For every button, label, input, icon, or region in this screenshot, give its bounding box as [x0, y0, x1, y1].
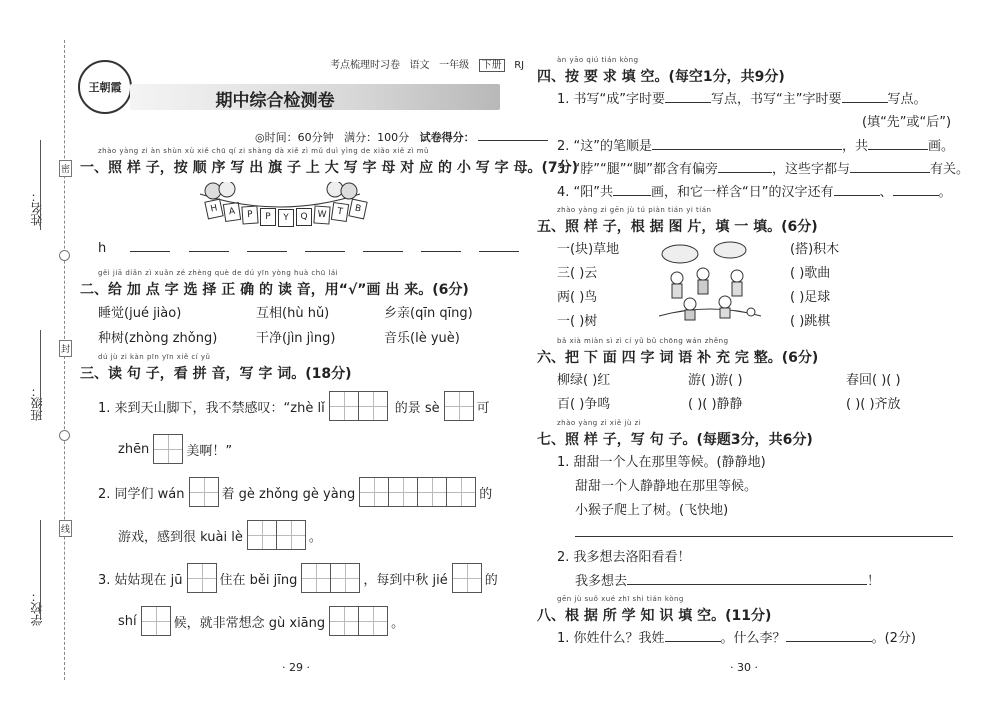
flag-letter: B	[348, 199, 367, 220]
q3-sentence-1-cont	[118, 434, 232, 464]
score-label: 试卷得分：	[419, 131, 475, 144]
q2-item[interactable]	[256, 327, 335, 346]
char-box[interactable]	[247, 520, 277, 550]
q2-word: 种树	[98, 331, 125, 346]
q1-example: h	[98, 241, 107, 256]
q3-text: 2. 同学们 wán	[98, 486, 185, 502]
q4-text: 写点。	[887, 92, 927, 107]
char-box-group[interactable]	[153, 434, 182, 464]
q7-text: ！	[867, 574, 881, 589]
q2-options[interactable]: (jué jiào)	[124, 306, 182, 321]
flag-letter: P	[241, 205, 258, 224]
q4-text: 。	[938, 185, 952, 200]
q1-blank[interactable]	[305, 239, 345, 252]
char-box[interactable]	[187, 563, 217, 593]
q1-pinyin: zhào yàng zi àn shùn xù xiě chū qí zi shàng dà xiě zì mǔ duì yìng de xiǎo xiě zì mǔ	[98, 147, 429, 155]
q1-blank[interactable]	[421, 239, 461, 252]
class-label: 班级：	[30, 385, 44, 421]
q3-text: 。	[308, 529, 322, 545]
char-box[interactable]	[444, 391, 474, 421]
q3-text: 1. 来到天山脚下，我不禁感叹：“zhè lǐ	[98, 400, 325, 416]
q2-item[interactable]	[98, 302, 181, 321]
char-box[interactable]	[446, 477, 476, 507]
q2-word: 乡亲	[384, 306, 411, 321]
q8-text: 。(2分)	[871, 631, 916, 646]
header-info	[330, 56, 524, 71]
q6-item[interactable]: 百( )争鸣	[557, 397, 611, 412]
q2-word: 干净	[256, 331, 283, 346]
name-label: 姓名：	[30, 190, 44, 226]
exam-meta	[255, 128, 548, 145]
q1-blank[interactable]	[189, 239, 229, 252]
q3-pinyin: dú jù zi kàn pīn yīn xiě cí yǔ	[98, 353, 211, 361]
flag-letter: P	[260, 208, 276, 226]
char-box-group[interactable]	[444, 391, 473, 421]
q2-options[interactable]: (zhòng zhǒng)	[124, 331, 218, 346]
name-line	[40, 140, 41, 230]
q3-text: 3. 姑姑现在 jū	[98, 572, 183, 588]
char-box-group[interactable]	[187, 563, 216, 593]
q2-item[interactable]	[384, 327, 460, 346]
q3-sentence-1	[98, 391, 490, 421]
q5-left-item[interactable]: 三( )云	[557, 266, 598, 281]
char-box[interactable]	[329, 391, 359, 421]
q8-pinyin: gēn jù suǒ xué zhī shi tián kòng	[557, 595, 684, 603]
q3-text: 游戏，感到很 kuài lè	[118, 529, 243, 545]
q7-blank[interactable]	[627, 572, 867, 585]
q5-left-item[interactable]: 一( )树	[557, 314, 598, 329]
char-box[interactable]	[141, 606, 171, 636]
char-box[interactable]	[417, 477, 447, 507]
header-term: 下册	[479, 59, 505, 72]
q4-line-4	[557, 181, 952, 200]
q3-sentence-2	[98, 477, 492, 507]
char-box[interactable]	[388, 477, 418, 507]
q3-text: 的	[484, 572, 498, 588]
flag-row	[206, 200, 366, 227]
q2-pinyin: gěi jiā diǎn zì xuǎn zé zhèng què de dú yīn yòng huà chū lái	[98, 269, 339, 277]
logo-badge	[78, 60, 132, 114]
header-subject: 语文	[409, 60, 430, 71]
char-box-group[interactable]	[247, 520, 305, 550]
q5-left-item[interactable]: 两( )鸟	[557, 290, 598, 305]
q5-right-item[interactable]: ( )跳棋	[790, 314, 831, 329]
flag-letter: Y	[278, 209, 294, 227]
class-line	[40, 330, 41, 420]
q6-item[interactable]: 春回( )( )	[846, 373, 901, 388]
q3-text: ，每到中秋 jié	[363, 572, 448, 588]
q1-blank[interactable]	[247, 239, 287, 252]
page-title: 期中综合检测卷	[215, 91, 335, 111]
header-grade: 一年级	[439, 60, 470, 71]
flag-letter: T	[331, 202, 349, 222]
q6-item[interactable]: ( )( )齐放	[846, 397, 901, 412]
full-score-label: 满分：100分	[344, 131, 410, 144]
q4-text: 4. “阳”共	[557, 185, 614, 200]
q7-example-2: 2. 我多想去洛阳看看！	[557, 550, 691, 565]
q4-line-3	[557, 158, 969, 177]
q7-title: 七、照 样 子，写 句 子。(每题3分，共6分)	[537, 432, 813, 448]
q1-blank[interactable]	[479, 239, 519, 252]
char-box-group[interactable]	[301, 563, 359, 593]
q7-example-1: 1. 甜甜一个人在那里等候。(静静地)	[557, 455, 766, 470]
char-box[interactable]	[359, 477, 389, 507]
q2-options[interactable]: (hù hǔ)	[282, 306, 330, 321]
q8-text: 。什么李？	[720, 631, 786, 646]
q7-answer-line[interactable]	[575, 536, 953, 537]
q3-text: 美啊！”	[186, 443, 233, 459]
school-label: 学校：	[30, 590, 44, 626]
q5-right-item[interactable]: ( )足球	[790, 290, 831, 305]
q4-blank[interactable]	[842, 90, 888, 103]
q3-title: 三、读 句 子，看 拼 音，写 字 词。(18分)	[80, 366, 352, 382]
char-box-group[interactable]	[359, 477, 475, 507]
char-box[interactable]	[301, 563, 331, 593]
q1-blank[interactable]	[130, 239, 170, 252]
char-box[interactable]	[358, 391, 388, 421]
q4-blank[interactable]	[868, 137, 928, 150]
q3-text: zhēn	[118, 441, 150, 457]
q4-blank[interactable]	[613, 183, 651, 196]
q4-text: 写点，书写“主”字时要	[711, 92, 842, 107]
q1-blank[interactable]	[363, 239, 403, 252]
q6-pinyin: bǎ xià miàn sì zì cí yǔ bǔ chōng wán zhěng	[557, 337, 729, 345]
q5-left-item[interactable]: 一(块)草地	[557, 242, 620, 257]
q2-item[interactable]	[256, 302, 329, 321]
q4-text: 3. “脖”“腿”“脚”都含有偏旁	[557, 162, 718, 177]
kids-playing-illustration	[655, 236, 765, 326]
q4-text: 有关。	[929, 162, 969, 177]
q3-text: shí	[118, 613, 137, 629]
q2-word: 睡觉	[98, 306, 125, 321]
q4-blank[interactable]	[893, 183, 939, 196]
q4-line-1	[557, 88, 927, 107]
seal-marker: 封	[59, 340, 72, 357]
q3-sentence-3-cont	[118, 606, 404, 636]
q6-item[interactable]: ( )( )静静	[688, 397, 743, 412]
char-box[interactable]	[358, 606, 388, 636]
q3-text: 住在 běi jīng	[219, 572, 298, 588]
q2-options[interactable]: (qīn qīng)	[410, 306, 473, 321]
q1-answer-row	[98, 239, 519, 256]
q4-blank[interactable]	[850, 160, 930, 173]
page-number-right: · 30 ·	[730, 661, 758, 674]
seal-marker: 线	[59, 520, 72, 537]
q8-blank[interactable]	[665, 629, 721, 642]
page-number-left: · 29 ·	[282, 661, 310, 674]
q8-line-1	[557, 627, 916, 646]
q3-text: 候，就非常想念 gù xiāng	[173, 615, 326, 631]
q8-blank[interactable]	[786, 629, 872, 642]
q8-title: 八、根 据 所 学 知 识 填 空。(11分)	[537, 608, 772, 624]
q3-text: 。	[391, 615, 405, 631]
flag-letter: A	[223, 202, 241, 222]
q6-title: 六、把 下 面 四 字 词 语 补 充 完 整。(6分)	[537, 350, 819, 366]
binding-hole	[59, 430, 70, 441]
q7-text: 我多想去	[575, 574, 628, 589]
char-box-group[interactable]	[189, 477, 218, 507]
q4-blank[interactable]	[834, 183, 880, 196]
q2-word: 音乐	[384, 331, 411, 346]
q5-right-item[interactable]: ( )歌曲	[790, 266, 831, 281]
q4-title: 四、按 要 求 填 空。(每空1分，共9分)	[537, 69, 785, 85]
logo-text: 王朝霞	[88, 81, 122, 94]
q3-text: 的景 sè	[394, 400, 440, 416]
q4-text: 画，和它一样含“日”的汉字还有	[651, 185, 834, 200]
q4-blank[interactable]	[652, 137, 842, 150]
binding-margin	[0, 0, 80, 708]
q3-text: 可	[476, 400, 490, 416]
header-edition: RJ	[514, 60, 525, 71]
char-box-group[interactable]	[452, 563, 481, 593]
q4-line-2	[557, 135, 954, 154]
q4-text: ，共	[842, 139, 869, 154]
q3-text: 的	[479, 486, 493, 502]
q4-note: (填“先”或“后”)	[862, 115, 952, 130]
q2-title: 二、给 加 点 字 选 择 正 确 的 读 音，用“√”画 出 来。(6分)	[80, 282, 469, 298]
q4-text: 2. “这”的笔顺是	[557, 139, 653, 154]
q4-text: 画。	[928, 139, 955, 154]
q1-title: 一、照 样 子，按 顺 序 写 出 旗 子 上 大 写 字 母 对 应 的 小 写 字 母。(7分)	[80, 160, 579, 176]
q5-title: 五、照 样 子，根 据 图 片，填 一 填。(6分)	[537, 219, 818, 235]
q7-pinyin: zhào yàng zi xiě jù zi	[557, 419, 642, 427]
q4-blank[interactable]	[718, 160, 772, 173]
char-box[interactable]	[153, 434, 183, 464]
q5-pinyin: zhào yàng zi gēn jù tú piàn tián yi tián	[557, 206, 712, 214]
q2-item[interactable]	[384, 302, 473, 321]
school-line	[40, 520, 41, 620]
char-box-group[interactable]	[329, 606, 387, 636]
flag-letter: Q	[296, 208, 312, 226]
q2-item[interactable]	[98, 327, 217, 346]
time-label: ◎时间：60分钟	[255, 131, 334, 144]
q4-text: ，这些字都与	[771, 162, 850, 177]
q6-item[interactable]: 游( )游( )	[688, 373, 743, 388]
flag-letter: H	[204, 199, 223, 220]
binding-hole	[59, 250, 70, 261]
char-box-group[interactable]	[329, 391, 387, 421]
char-box[interactable]	[452, 563, 482, 593]
q3-text: 着 gè zhǒng gè yàng	[221, 486, 356, 502]
header-series: 考点梳理时习卷	[330, 60, 400, 71]
q3-sentence-2-cont	[118, 520, 322, 550]
flag-letter: W	[313, 205, 330, 224]
q2-word: 互相	[256, 306, 283, 321]
q3-sentence-3	[98, 563, 498, 593]
score-field[interactable]	[478, 128, 548, 141]
char-box[interactable]	[329, 606, 359, 636]
seal-marker: 密	[59, 160, 72, 177]
char-box[interactable]	[330, 563, 360, 593]
q2-options[interactable]: (lè yuè)	[410, 331, 460, 346]
q7-task-2	[575, 570, 880, 589]
char-box[interactable]	[276, 520, 306, 550]
char-box[interactable]	[189, 477, 219, 507]
q4-blank[interactable]	[665, 90, 711, 103]
q2-options[interactable]: (jìn jìng)	[282, 331, 336, 346]
q8-text: 1. 你姓什么？我姓	[557, 631, 665, 646]
q4-text: 、	[879, 185, 893, 200]
char-box-group[interactable]	[141, 606, 170, 636]
q4-text: 1. 书写“成”字时要	[557, 92, 666, 107]
q7-example-1-answer: 甜甜一个人静静地在那里等候。	[575, 479, 758, 494]
binding-line	[64, 40, 65, 680]
q5-right-item[interactable]: (搭)积木	[790, 242, 840, 257]
q6-item[interactable]: 柳绿( )红	[557, 373, 611, 388]
q4-pinyin: àn yāo qiú tián kòng	[557, 56, 639, 64]
q7-task-1: 小猴子爬上了树。(飞快地)	[575, 503, 729, 518]
